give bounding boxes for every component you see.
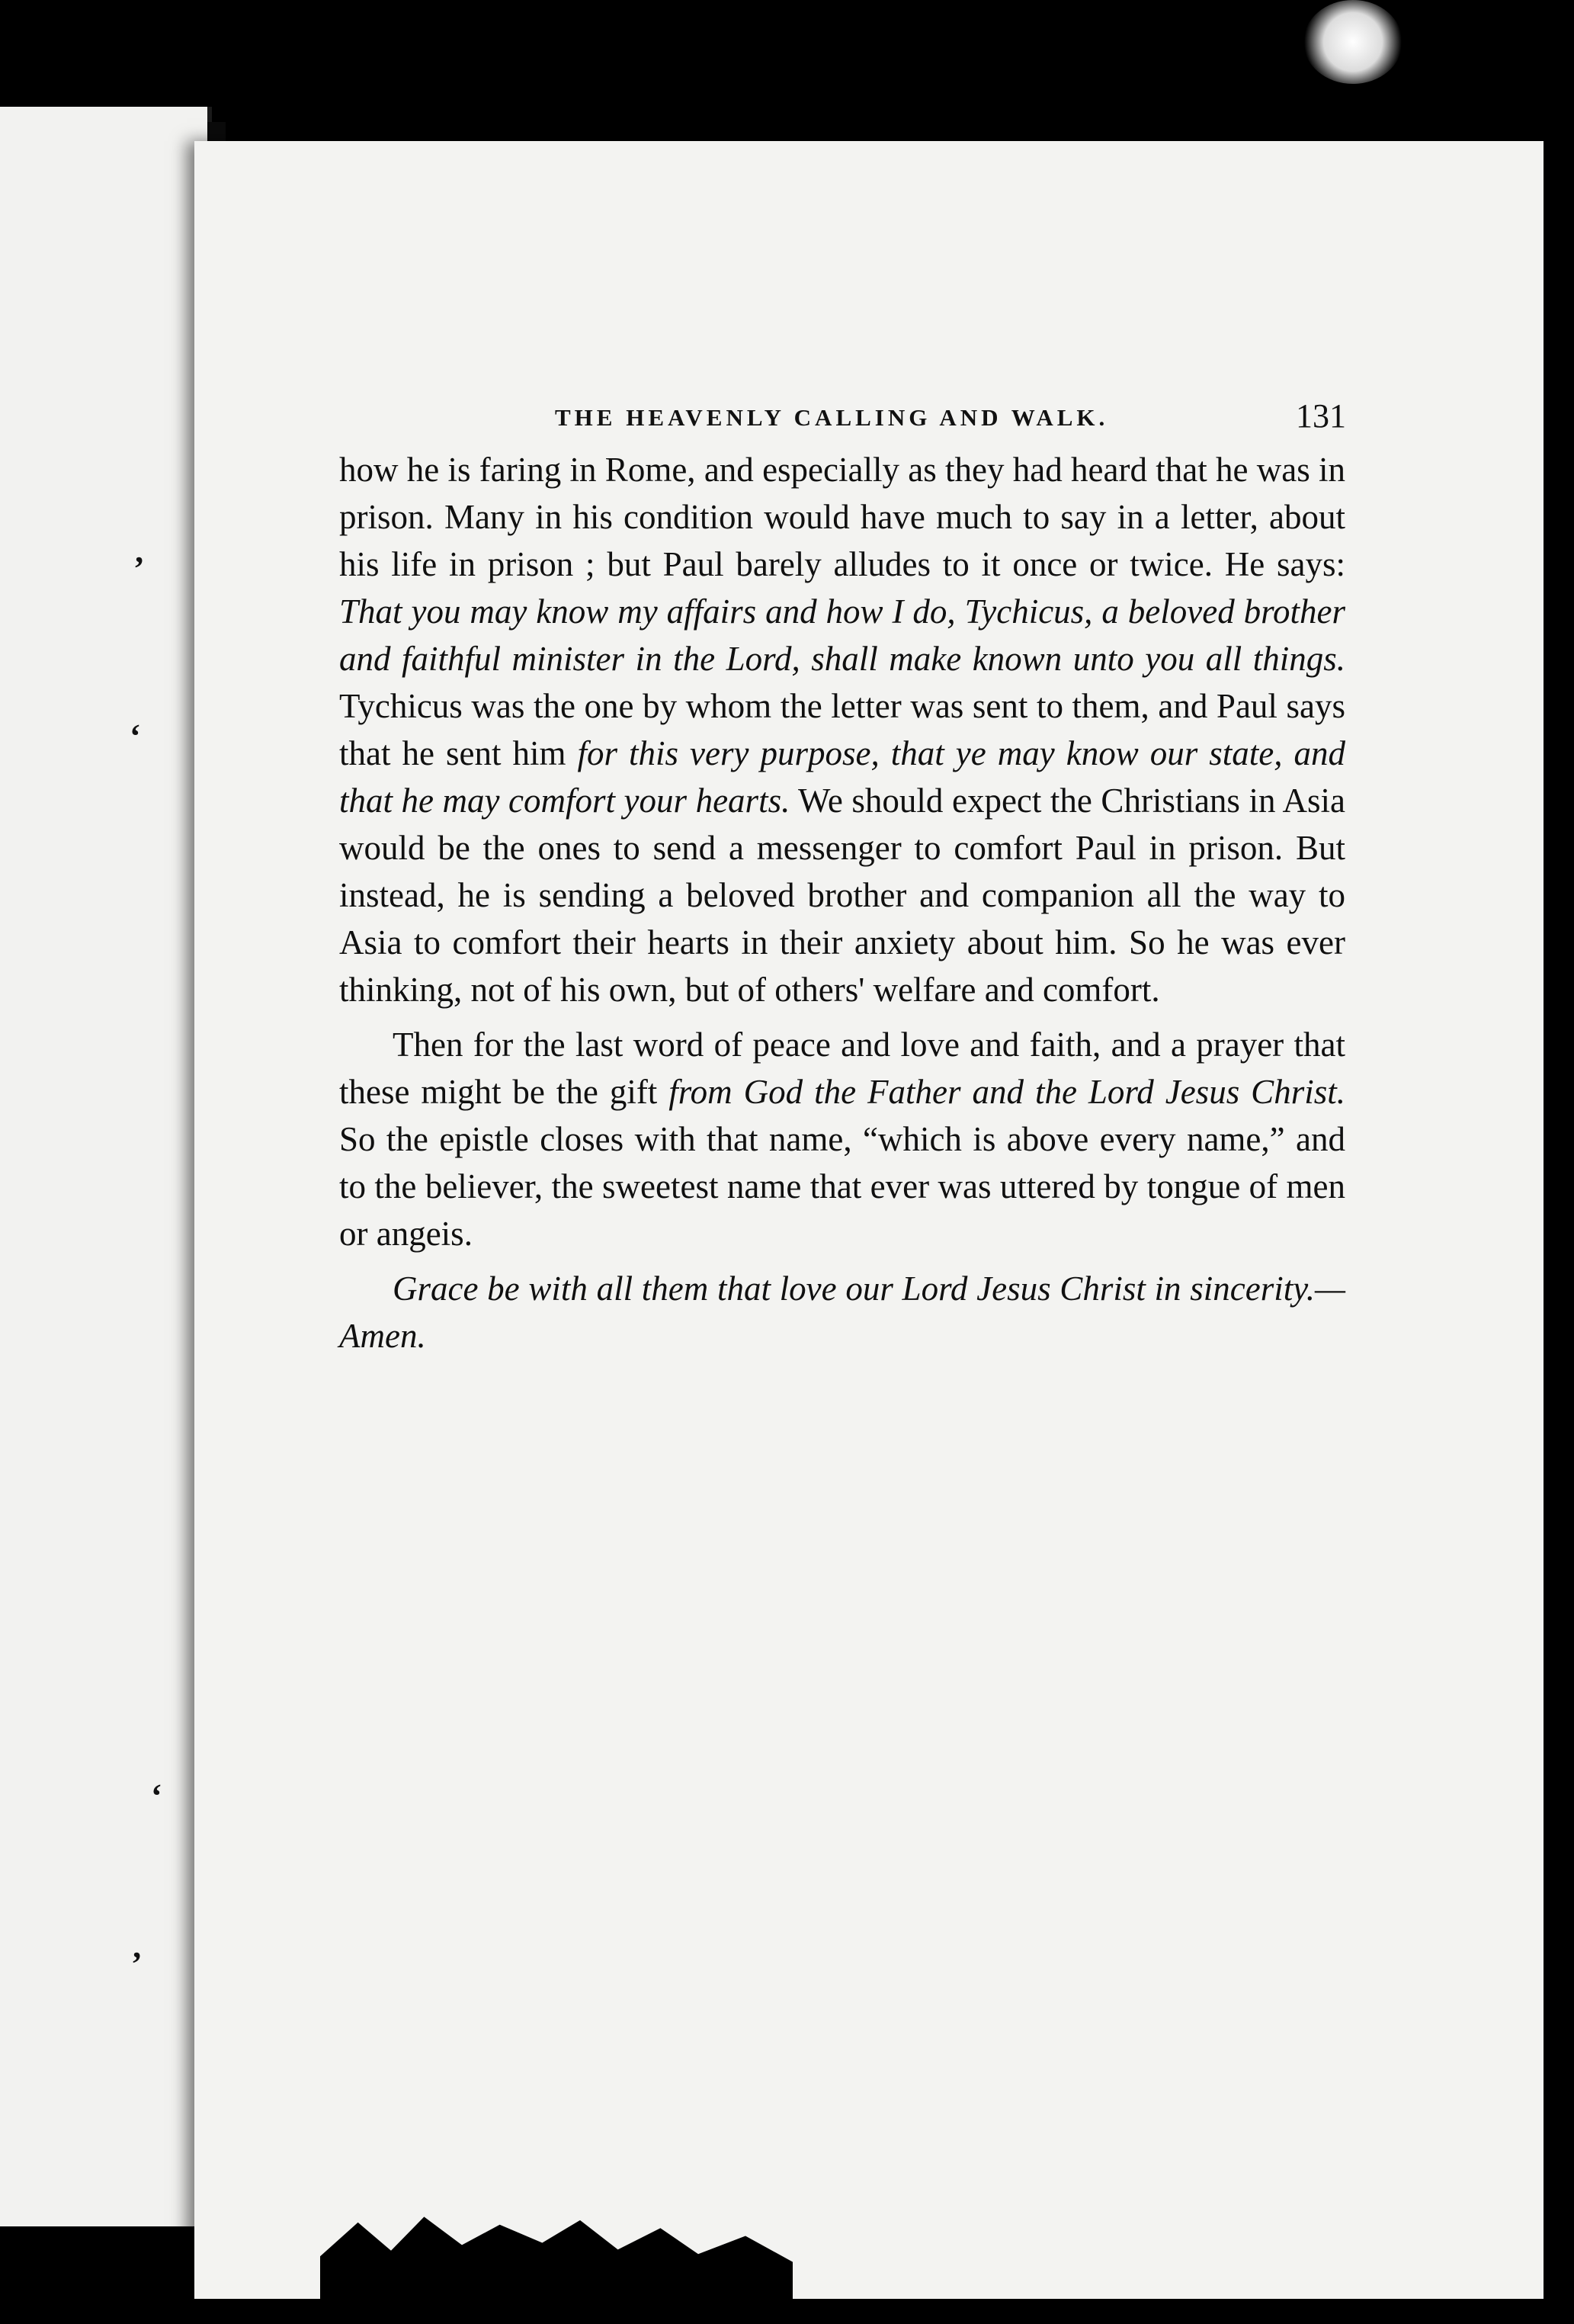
paragraph	[339, 1021, 1345, 1257]
italic-run: from God the Father and the Lord Jesus Christ.	[668, 1073, 1345, 1111]
light-glare	[1303, 0, 1402, 84]
facing-page-edge	[0, 107, 212, 2226]
italic-run: for this very purpose, that ye may know our state, and that he may comfort your hearts.	[339, 734, 1345, 820]
text-run: We should expect the Christians in Asia would be the ones to send a messenger to comfort Paul in prison. But instead, he is sending a beloved brother and companion all the way to Asia to comfort their hearts in their anxiety about him. So he was ever thinking, not of his own, but of others' welfare and comfort.	[339, 782, 1345, 1009]
running-header: THE HEAVENLY CALLING AND WALK.	[555, 404, 1109, 431]
margin-mark: ‘	[130, 717, 141, 755]
margin-mark: ’	[133, 550, 145, 587]
text-run: So the epistle closes with that name, “which is above every name,” and to the believer, the sweetest name that ever was uttered by tongue of men or angeis.	[339, 1120, 1345, 1253]
text-run: how he is faring in Rome, and especially as they had heard that he was in prison. Many in his condition would have much to say in a letter, about his life in prison ; but Paul barely alludes to it once or twice. He says:	[339, 451, 1345, 583]
text-run: Then for the last word of peace and love and faith, and a prayer that these might be the gift	[339, 1026, 1345, 1111]
margin-mark: ‘	[151, 1777, 162, 1815]
margin-mark: ’	[131, 1945, 143, 1982]
paragraph	[339, 1265, 1345, 1359]
text-run: Tychicus was the one by whom the letter was sent to them, and Paul says that he sent him	[339, 687, 1345, 772]
page-number: 131	[1296, 397, 1346, 435]
paragraph	[339, 446, 1345, 1013]
italic-run: Grace be with all them that love our Lord Jesus Christ in sincerity.—Amen.	[339, 1270, 1345, 1355]
body-text	[339, 446, 1345, 1359]
italic-run: That you may know my affairs and how I do, Tychicus, a beloved brother and faithful minister in the Lord, shall make known unto you all things.	[339, 592, 1345, 678]
